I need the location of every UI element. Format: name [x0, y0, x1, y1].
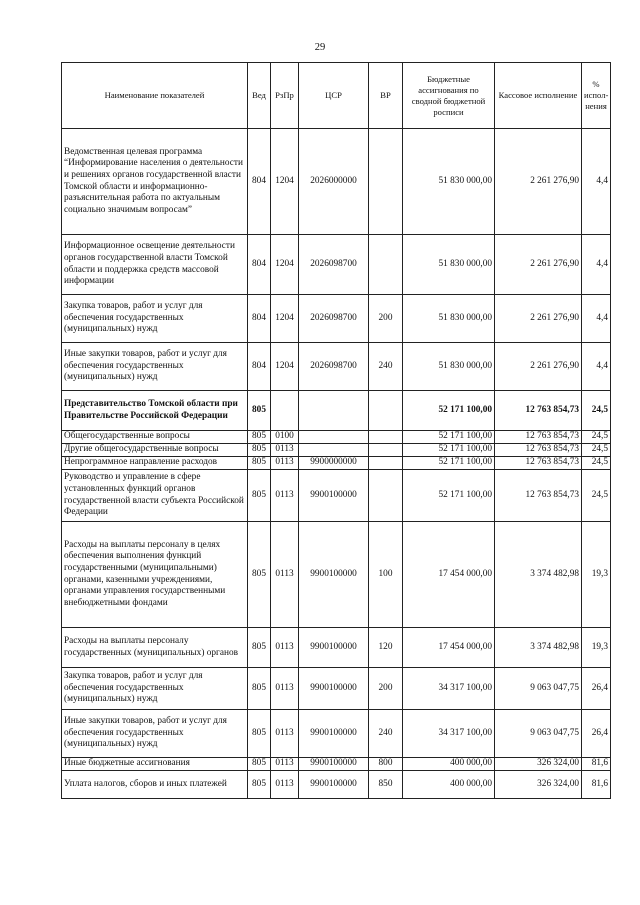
- row-pct: 26,4: [582, 710, 611, 758]
- row-name: Непрограммное направление расходов: [62, 457, 248, 470]
- row-ved: 805: [248, 628, 271, 668]
- header-csr: ЦСР: [299, 63, 369, 129]
- row-name: Закупка товаров, работ и услуг для обеспечения государственных (муниципальных) нужд: [62, 668, 248, 710]
- row-pct: 19,3: [582, 628, 611, 668]
- row-vr: 850: [369, 771, 403, 799]
- row-name: Ведомственная целевая программа “Информирование населения о деятельности и решениях органов государственной власти Томской области и информационно-разъяснительная работа по актуальным социально значимым вопросам”: [62, 129, 248, 235]
- row-budget: 51 830 000,00: [403, 129, 495, 235]
- row-pct: 24,5: [582, 470, 611, 522]
- header-budget: Бюджетные ассигнования по сводной бюджетной росписи: [403, 63, 495, 129]
- row-budget: 52 171 100,00: [403, 444, 495, 457]
- row-rzpr: 0113: [271, 710, 299, 758]
- page-number: 29: [314, 42, 326, 53]
- row-name: Уплата налогов, сборов и иных платежей: [62, 771, 248, 799]
- row-vr: [369, 235, 403, 295]
- row-csr: 2026098700: [299, 295, 369, 343]
- row-cash: 12 763 854,73: [495, 431, 582, 444]
- row-name: Другие общегосударственные вопросы: [62, 444, 248, 457]
- row-cash: 326 324,00: [495, 758, 582, 771]
- row-pct: 81,6: [582, 758, 611, 771]
- row-pct: 24,5: [582, 431, 611, 444]
- row-budget: 51 830 000,00: [403, 295, 495, 343]
- row-budget: 400 000,00: [403, 771, 495, 799]
- row-pct: 24,5: [582, 457, 611, 470]
- row-cash: 2 261 276,90: [495, 129, 582, 235]
- row-rzpr: 1204: [271, 295, 299, 343]
- row-budget: 34 317 100,00: [403, 668, 495, 710]
- row-rzpr: 1204: [271, 129, 299, 235]
- row-vr: 200: [369, 668, 403, 710]
- row-ved: 804: [248, 295, 271, 343]
- row-budget: 52 171 100,00: [403, 470, 495, 522]
- row-name: Иные закупки товаров, работ и услуг для обеспечения государственных (муниципальных) нужд: [62, 710, 248, 758]
- budget-execution-table: [61, 62, 611, 799]
- row-cash: 3 374 482,98: [495, 628, 582, 668]
- table-row: [62, 771, 611, 799]
- row-csr: 9900100000: [299, 758, 369, 771]
- row-cash: 2 261 276,90: [495, 343, 582, 391]
- row-rzpr: 1204: [271, 343, 299, 391]
- row-cash: 12 763 854,73: [495, 457, 582, 470]
- row-csr: 9900100000: [299, 771, 369, 799]
- row-vr: 100: [369, 522, 403, 628]
- row-cash: 2 261 276,90: [495, 235, 582, 295]
- table-row: [62, 628, 611, 668]
- row-pct: 4,4: [582, 129, 611, 235]
- row-name: Иные закупки товаров, работ и услуг для обеспечения государственных (муниципальных) нужд: [62, 343, 248, 391]
- row-name: Представительство Томской области при Правительстве Российской Федерации: [62, 391, 248, 431]
- row-pct: 4,4: [582, 295, 611, 343]
- row-cash: 9 063 047,75: [495, 668, 582, 710]
- row-vr: 240: [369, 710, 403, 758]
- row-rzpr: 0113: [271, 628, 299, 668]
- row-vr: 120: [369, 628, 403, 668]
- row-pct: 19,3: [582, 522, 611, 628]
- table-row: [62, 758, 611, 771]
- row-ved: 805: [248, 522, 271, 628]
- row-pct: 81,6: [582, 771, 611, 799]
- row-rzpr: 0100: [271, 431, 299, 444]
- row-budget: 52 171 100,00: [403, 457, 495, 470]
- row-budget: 51 830 000,00: [403, 343, 495, 391]
- header-ved: Вед: [248, 63, 271, 129]
- row-vr: [369, 129, 403, 235]
- row-vr: [369, 457, 403, 470]
- row-csr: 9900000000: [299, 457, 369, 470]
- row-budget: 34 317 100,00: [403, 710, 495, 758]
- row-ved: 804: [248, 343, 271, 391]
- table-row: [62, 444, 611, 457]
- row-csr: [299, 444, 369, 457]
- row-vr: 800: [369, 758, 403, 771]
- row-name: Расходы на выплаты персоналу в целях обеспечения выполнения функций государственными (муниципальными) органами, казенными учреждениями, органами управления государственными внебюджетными фондами: [62, 522, 248, 628]
- row-csr: [299, 391, 369, 431]
- row-csr: [299, 431, 369, 444]
- row-cash: 2 261 276,90: [495, 295, 582, 343]
- row-name: Закупка товаров, работ и услуг для обеспечения государственных (муниципальных) нужд: [62, 295, 248, 343]
- row-budget: 400 000,00: [403, 758, 495, 771]
- row-ved: 805: [248, 470, 271, 522]
- header-name: Наименование показателей: [62, 63, 248, 129]
- row-ved: 805: [248, 431, 271, 444]
- row-rzpr: 0113: [271, 444, 299, 457]
- row-rzpr: [271, 391, 299, 431]
- row-ved: 804: [248, 235, 271, 295]
- row-pct: 24,5: [582, 444, 611, 457]
- table-row: [62, 457, 611, 470]
- row-budget: 52 171 100,00: [403, 391, 495, 431]
- row-vr: 240: [369, 343, 403, 391]
- row-cash: 12 763 854,73: [495, 391, 582, 431]
- row-csr: 9900100000: [299, 668, 369, 710]
- row-csr: 9900100000: [299, 710, 369, 758]
- row-csr: 2026098700: [299, 235, 369, 295]
- row-ved: 805: [248, 771, 271, 799]
- row-rzpr: 1204: [271, 235, 299, 295]
- table-row: [62, 470, 611, 522]
- row-cash: 3 374 482,98: [495, 522, 582, 628]
- row-pct: 4,4: [582, 343, 611, 391]
- row-cash: 9 063 047,75: [495, 710, 582, 758]
- row-rzpr: 0113: [271, 758, 299, 771]
- table-row: [62, 295, 611, 343]
- row-csr: 9900100000: [299, 522, 369, 628]
- row-budget: 17 454 000,00: [403, 628, 495, 668]
- row-ved: 805: [248, 710, 271, 758]
- row-name: Информационное освещение деятельности органов государственной власти Томской области и поддержка средств массовой информации: [62, 235, 248, 295]
- row-csr: 9900100000: [299, 628, 369, 668]
- table-row: [62, 391, 611, 431]
- table-row: [62, 129, 611, 235]
- row-budget: 17 454 000,00: [403, 522, 495, 628]
- row-rzpr: 0113: [271, 457, 299, 470]
- header-rzpr: РзПр: [271, 63, 299, 129]
- row-csr: 2026098700: [299, 343, 369, 391]
- header-cash: Кассовое исполнение: [495, 63, 582, 129]
- row-budget: 51 830 000,00: [403, 235, 495, 295]
- row-ved: 805: [248, 457, 271, 470]
- table-row: [62, 235, 611, 295]
- table-row: [62, 668, 611, 710]
- row-csr: 2026000000: [299, 129, 369, 235]
- row-ved: 805: [248, 668, 271, 710]
- row-name: Руководство и управление в сфере установленных функций органов государственной власти субъекта Российской Федерации: [62, 470, 248, 522]
- header-row: [62, 63, 611, 129]
- row-cash: 12 763 854,73: [495, 470, 582, 522]
- row-ved: 805: [248, 444, 271, 457]
- row-csr: 9900100000: [299, 470, 369, 522]
- row-rzpr: 0113: [271, 771, 299, 799]
- row-cash: 326 324,00: [495, 771, 582, 799]
- row-pct: 26,4: [582, 668, 611, 710]
- row-ved: 805: [248, 391, 271, 431]
- row-rzpr: 0113: [271, 522, 299, 628]
- row-cash: 12 763 854,73: [495, 444, 582, 457]
- row-name: Иные бюджетные ассигнования: [62, 758, 248, 771]
- row-vr: [369, 470, 403, 522]
- row-pct: 4,4: [582, 235, 611, 295]
- table-row: [62, 431, 611, 444]
- table-row: [62, 522, 611, 628]
- row-name: Общегосударственные вопросы: [62, 431, 248, 444]
- row-ved: 804: [248, 129, 271, 235]
- row-vr: [369, 444, 403, 457]
- header-pct: % испол-нения: [582, 63, 611, 129]
- row-pct: 24,5: [582, 391, 611, 431]
- table-row: [62, 343, 611, 391]
- row-vr: [369, 431, 403, 444]
- row-budget: 52 171 100,00: [403, 431, 495, 444]
- table-row: [62, 710, 611, 758]
- row-ved: 805: [248, 758, 271, 771]
- row-rzpr: 0113: [271, 668, 299, 710]
- row-vr: [369, 391, 403, 431]
- row-rzpr: 0113: [271, 470, 299, 522]
- row-vr: 200: [369, 295, 403, 343]
- header-vr: ВР: [369, 63, 403, 129]
- row-name: Расходы на выплаты персоналу государственных (муниципальных) органов: [62, 628, 248, 668]
